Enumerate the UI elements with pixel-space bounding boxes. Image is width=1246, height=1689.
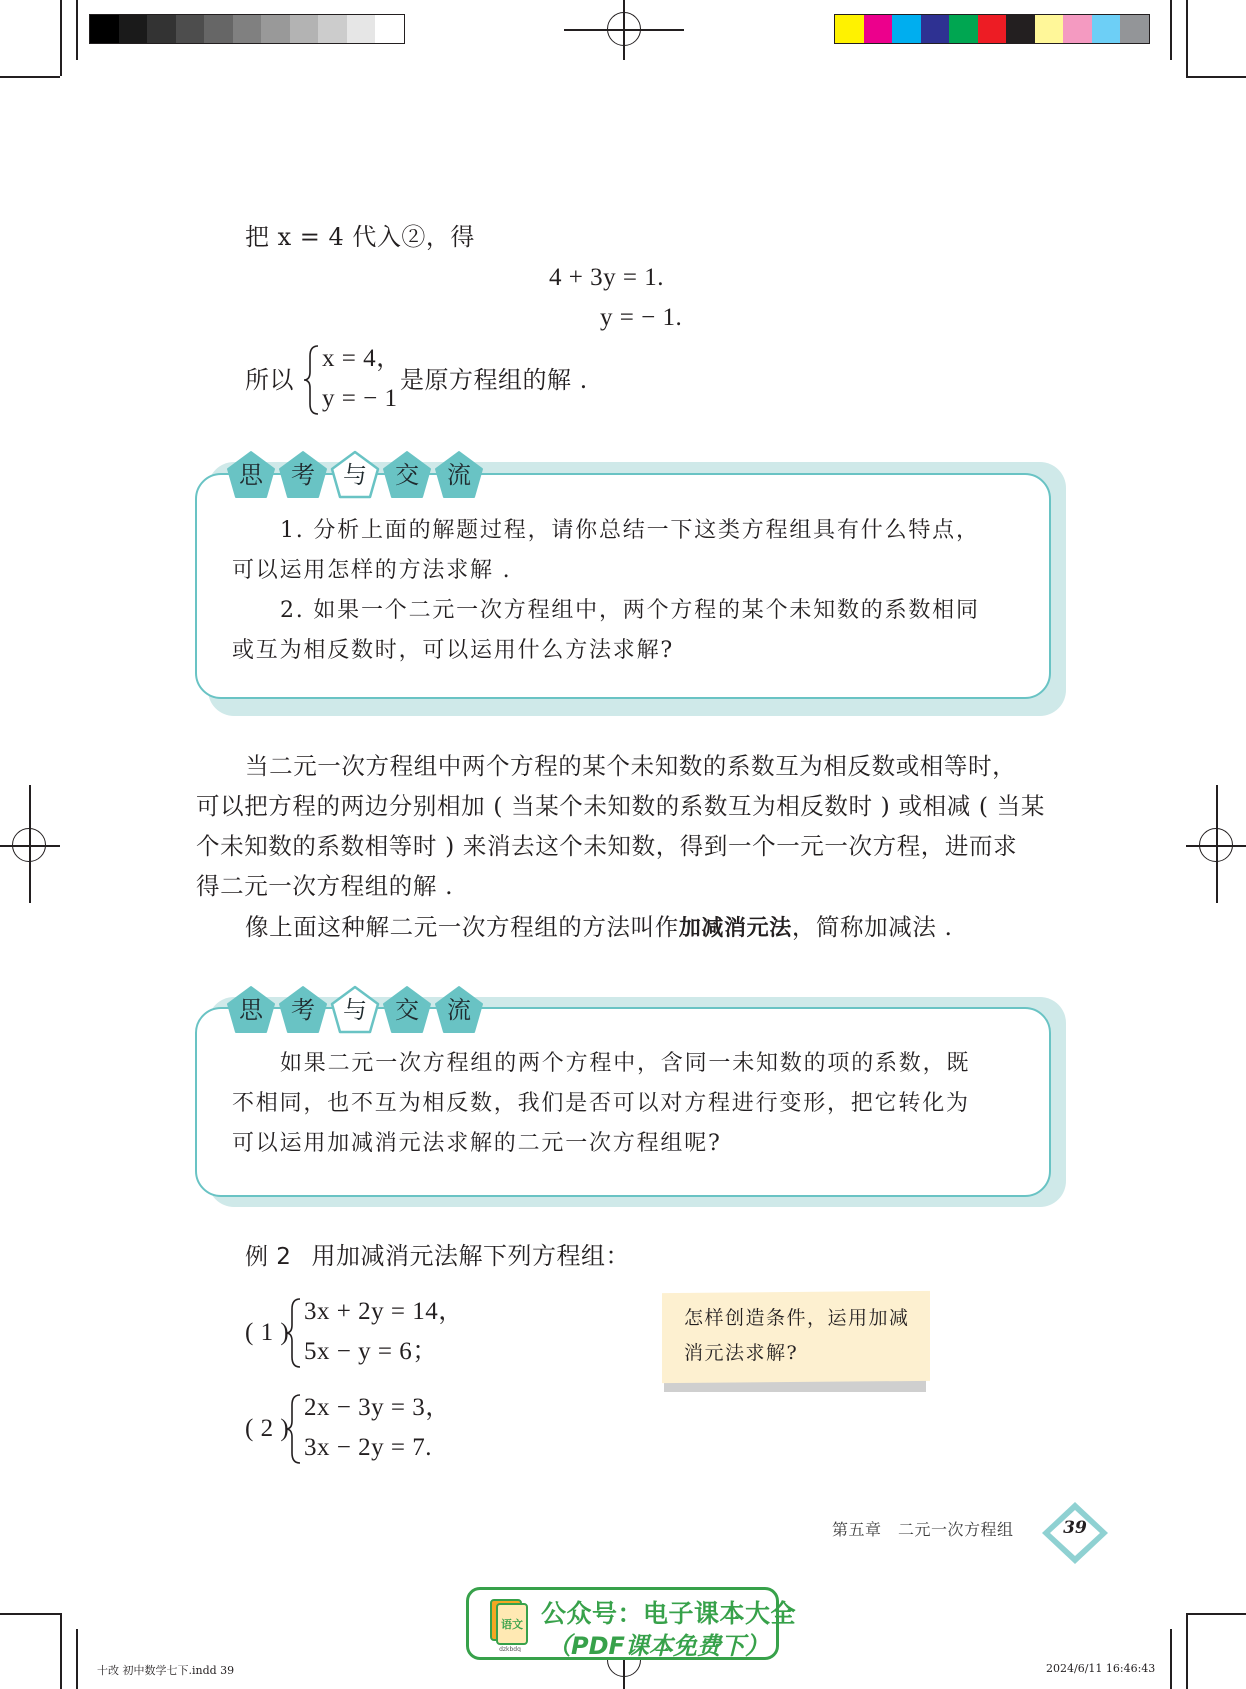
left-brace-icon [302, 344, 322, 416]
book-icon [489, 1596, 531, 1652]
color-swatch [1006, 15, 1035, 43]
equation-step-1: 4 + 3y = 1. [549, 264, 664, 291]
gray-swatch [375, 15, 404, 43]
left-brace-icon [284, 1297, 304, 1369]
gray-swatch [119, 15, 148, 43]
part1-label: ( 1 ) [245, 1319, 290, 1346]
chapter-title: 第五章 二元一次方程组 [832, 1520, 1014, 1539]
think1-line-1: 1. 分析上面的解题过程，请你总结一下这类方程组具有什么特点， [280, 518, 980, 543]
gray-swatch [147, 15, 176, 43]
definition-line: 像上面这种解二元一次方程组的方法叫作加减消元法，简称加减法 . [245, 913, 953, 941]
main-paragraph: 当二元一次方程组中两个方程的某个未知数的系数互为相反数或相等时， 可以把方程的两边分别相加 ( 当某个未知数的系数互为相反数时 ) 或相减 ( 当某 个未知数的系数相等时 ) 来消去这个未知数，得到一个一元一次方程，进而求 得二元一次方程组的解 . [196, 752, 1045, 900]
think-badge-2 [226, 985, 486, 1035]
badge-pentagon-icon: 交 [382, 985, 432, 1035]
badge-pentagon-icon: 考 [278, 985, 328, 1035]
part1-eq1: 3x + 2y = 14， [304, 1298, 464, 1325]
gray-swatch [176, 15, 205, 43]
svg-text:语文: 语文 [501, 1618, 523, 1631]
solution-x: x = 4， [322, 345, 402, 372]
grayscale-calibration-bar [89, 14, 405, 44]
badge-pentagon-icon: 与 [330, 985, 380, 1035]
example-text: 用加减消元法解下列方程组： [311, 1242, 630, 1270]
gray-swatch [261, 15, 290, 43]
part2-eq1: 2x − 3y = 3， [304, 1394, 451, 1421]
watermark-banner [466, 1587, 797, 1660]
svg-text:dzkbdq: dzkbdq [499, 1646, 521, 1652]
badge-pentagon-icon: 流 [434, 985, 484, 1035]
gray-swatch [347, 15, 376, 43]
gray-swatch [290, 15, 319, 43]
watermark-line-1: 公众号：电子课本大全 [541, 1599, 797, 1628]
part2-eq2: 3x − 2y = 7. [304, 1434, 432, 1461]
gray-swatch [233, 15, 262, 43]
think-badge-1 [226, 450, 486, 500]
color-swatch [1035, 15, 1064, 43]
think2-line-2: 不相同，也不互为相反数，我们是否可以对方程进行变形，把它转化为 [232, 1091, 970, 1116]
color-swatch [835, 15, 864, 43]
gray-swatch [318, 15, 347, 43]
part1-eq2: 5x − y = 6； [304, 1338, 438, 1365]
badge-pentagon-icon: 思 [226, 450, 276, 500]
color-swatch [1120, 15, 1149, 43]
color-swatch [892, 15, 921, 43]
hint-note-text: 怎样创造条件，运用加减 消元法求解? [684, 1307, 910, 1364]
left-brace-icon [284, 1393, 304, 1465]
watermark-line-2: （PDF课本免费下） [547, 1632, 769, 1660]
badge-pentagon-icon: 流 [434, 450, 484, 500]
page-number: 39 [1063, 1518, 1087, 1538]
term-elimination-method: 加减消元法 [678, 916, 792, 941]
badge-pentagon-icon: 与 [330, 450, 380, 500]
part2-label: ( 2 ) [245, 1415, 290, 1442]
badge-pentagon-icon: 考 [278, 450, 328, 500]
slug-timestamp: 2024/6/11 16:46:43 [1046, 1662, 1156, 1675]
think2-line-1: 如果二元一次方程组的两个方程中，含同一未知数的项的系数，既 [280, 1051, 971, 1076]
example-label: 例 2 [245, 1244, 292, 1270]
gray-swatch [204, 15, 233, 43]
color-swatch [949, 15, 978, 43]
color-calibration-bar [834, 14, 1150, 44]
example-heading [245, 1236, 630, 1277]
badge-pentagon-icon: 思 [226, 985, 276, 1035]
color-swatch [1063, 15, 1092, 43]
gray-swatch [90, 15, 119, 43]
color-swatch [864, 15, 893, 43]
equation-step-2: y = − 1. [600, 304, 683, 331]
so-suffix: 是原方程组的解 . [400, 366, 588, 394]
color-swatch [921, 15, 950, 43]
color-swatch [978, 15, 1007, 43]
so-prefix: 所以 [245, 366, 294, 394]
think2-line-3: 可以运用加减消元法求解的二元一次方程组呢? [232, 1131, 722, 1156]
badge-pentagon-icon: 交 [382, 450, 432, 500]
substitute-line: 把 x = 4 代入②，得 [245, 223, 475, 251]
slug-file-info: 十改 初中数学七下.indd 39 [97, 1664, 235, 1677]
solution-y: y = − 1 [322, 385, 398, 412]
color-swatch [1092, 15, 1121, 43]
think1-line-2: 可以运用怎样的方法求解 . [232, 558, 512, 583]
think1-line-3: 2. 如果一个二元一次方程组中，两个方程的某个未知数的系数相同 [280, 598, 980, 623]
think1-line-4: 或互为相反数时，可以运用什么方法求解? [232, 638, 674, 663]
